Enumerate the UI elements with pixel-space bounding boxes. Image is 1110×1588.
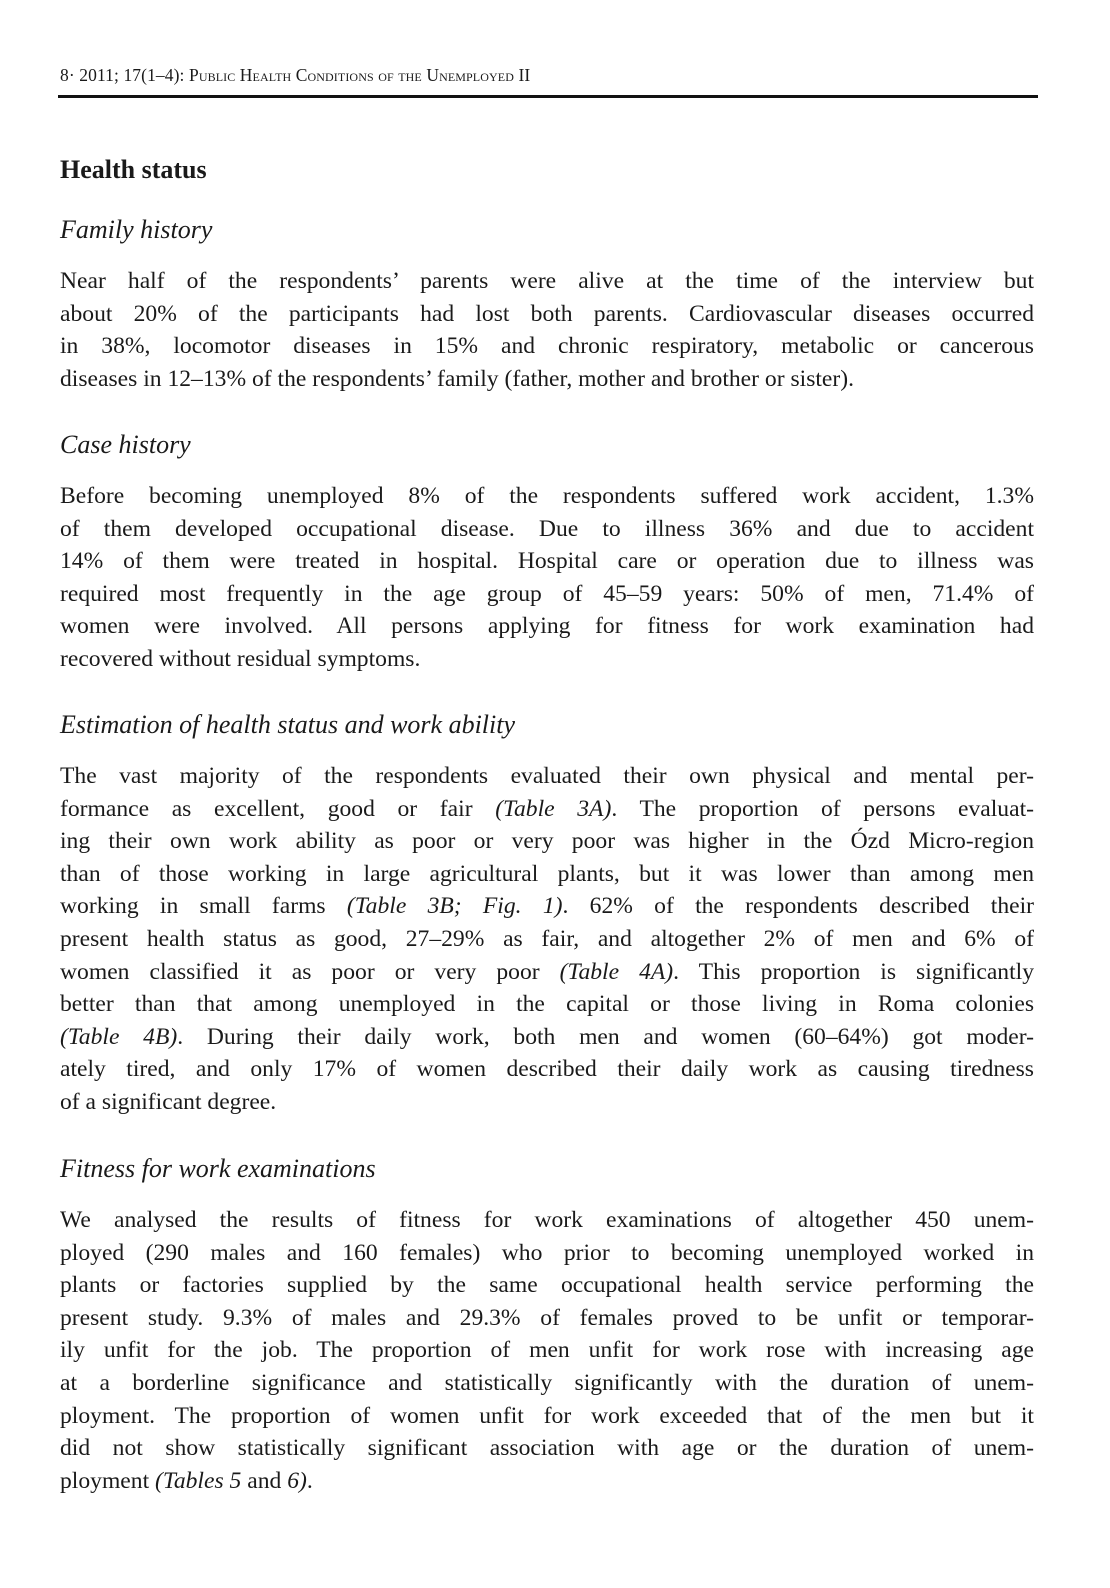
text-run: plants or factories supplied by the same occupational health service performing the [60,1272,1034,1299]
text-run: formance as excellent, good or fair [60,795,496,822]
paragraph-family-history [60,265,1034,395]
text-line [60,265,1034,298]
text-run: The vast majority of the respondents evaluated their own physical and mental per- [60,763,1034,789]
text-line [60,1465,1034,1498]
text-line [60,1432,1034,1465]
reference-citation: (Table 3A) [495,795,612,822]
running-header [60,64,1038,86]
text-run: present health status as good, 27–29% as fair, and altogether 2% of men and 6% of [60,925,1034,952]
text-line [60,988,1034,1021]
text-run: about 20% of the participants had lost both parents. Cardiovascular diseases occurred [60,300,1034,327]
text-line [60,1053,1034,1086]
paragraph-fitness [60,1204,1034,1497]
text-run: . The proportion of persons evaluat- [611,795,1034,822]
text-line [60,1237,1034,1270]
text-run: of them developed occupational disease. Due to illness 36% and due to accident [60,515,1034,542]
subsection-title-fitness: Fitness for work examinations [60,1154,376,1183]
reference-citation: (Tables 5 [155,1467,242,1494]
text-line [60,760,1034,793]
header-rule [58,95,1038,98]
text-run: did not show statistically significant association with age or the duration of unem- [60,1435,1034,1462]
reference-citation: (Table 3B; Fig. 1) [346,893,563,920]
text-line [60,793,1034,826]
text-run: working in small farms [60,893,347,920]
text-line [60,1367,1034,1400]
text-line [60,1400,1034,1433]
text-line [60,1334,1034,1367]
text-line [60,330,1034,363]
text-line [60,923,1034,956]
text-run: recovered without residual symptoms. [60,645,421,672]
text-line [60,825,1034,858]
text-line [60,858,1034,891]
text-line [60,890,1034,923]
text-run: in 38%, locomotor diseases in 15% and chronic respiratory, metabolic or cancerous [60,333,1034,360]
text-line [60,513,1034,546]
text-line [60,1021,1034,1054]
text-run: . [306,1467,313,1494]
text-run: better than that among unemployed in the capital or those living in Roma colonies [60,991,1034,1018]
running-title: Public Health Conditions of the Unemployed II [189,65,531,85]
text-line [60,1302,1034,1335]
text-run: . 62% of the respondents described their [562,893,1035,920]
text-line [60,956,1034,989]
text-line [60,298,1034,331]
text-run: ately tired, and only 17% of women described their daily work as causing tiredness [60,1056,1034,1083]
text-run: diseases in 12–13% of the respondents’ family (father, mother and brother or sister). [60,365,855,392]
text-run: than of those working in large agricultural plants, but it was lower than among men [60,860,1034,887]
text-run: of a significant degree. [60,1088,277,1115]
text-line [60,1204,1034,1237]
text-run: women classified it as poor or very poor [60,958,560,985]
text-run: at a borderline significance and statistically significantly with the duration of unem- [60,1369,1034,1396]
citation: · 2011; 17(1–4): [68,65,189,85]
text-run: and [241,1467,288,1494]
text-run: We analysed the results of fitness for work examinations of altogether 450 unem- [60,1207,1034,1233]
text-line [60,578,1034,611]
subsection-title-case-history: Case history [60,430,191,459]
text-run: ployed (290 males and 160 females) who prior to becoming unemployed worked in [60,1239,1034,1266]
page-number: 8 [60,65,69,85]
reference-citation: 6) [287,1467,307,1494]
text-run: 14% of them were treated in hospital. Hospital care or operation due to illness was [60,548,1034,575]
text-run: ing their own work ability as poor or very poor was higher in the Ózd Micro-region [60,828,1034,855]
text-run: . During their daily work, both men and women (60–64%) got moder- [177,1023,1035,1050]
text-run: . This proportion is significantly [673,958,1034,985]
text-run: required most frequently in the age group of 45–59 years: 50% of men, 71.4% of [60,580,1034,607]
text-run: Before becoming unemployed 8% of the respondents suffered work accident, 1.3% [60,483,1034,509]
reference-citation: (Table 4A) [559,958,674,985]
subsection-title-family-history: Family history [60,215,213,244]
text-run: ployment [60,1467,156,1494]
paragraph-estimation [60,760,1034,1119]
text-line [60,643,1034,676]
section-title: Health status [60,155,207,184]
reference-citation: (Table 4B) [60,1023,178,1050]
text-line [60,363,1034,396]
subsection-title-estimation: Estimation of health status and work ability [60,710,515,739]
text-line [60,1269,1034,1302]
text-run: ployment. The proportion of women unfit for work exceeded that of the men but it [60,1402,1034,1429]
text-run: women were involved. All persons applying for fitness for work examination had [60,613,1034,640]
text-run: Near half of the respondents’ parents were alive at the time of the interview but [60,268,1034,294]
paragraph-case-history [60,480,1034,676]
text-line [60,480,1034,513]
text-line [60,610,1034,643]
text-line [60,1086,1034,1119]
text-line [60,545,1034,578]
text-run: ily unfit for the job. The proportion of men unfit for work rose with increasing age [60,1337,1034,1364]
text-run: present study. 9.3% of males and 29.3% of females proved to be unfit or temporar- [60,1304,1034,1331]
